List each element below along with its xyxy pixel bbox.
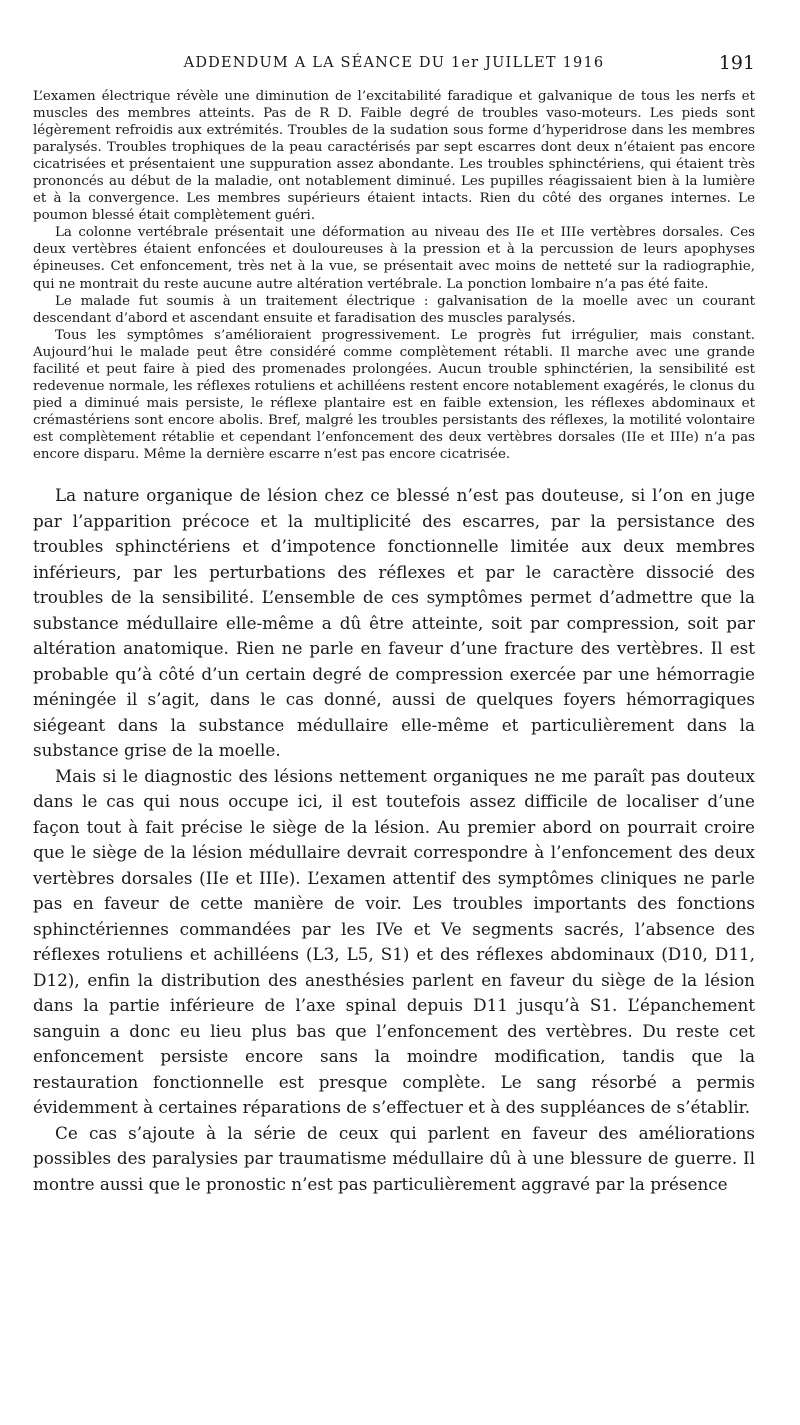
page-number: 191: [718, 52, 755, 74]
discussion-paragraph: Ce cas s’ajoute à la série de ceux qui parlent en faveur des améliorations possibles des paralysies par traumatisme médullaire dû à une blessure de guerre. Il montre aussi que le pronostic n’est pas particulièrement aggravé par la présence: [33, 1122, 755, 1194]
discussion-paragraph: La nature organique de lésion chez ce blessé n’est pas douteuse, si l’on en juge par l’apparition précoce et la multiplicité des escarres, par la persistance des troubles sphinctériens et d’impotence fonctionnelle limitée aux deux membres inférieurs, par les perturbations des réflexes et par le caractère dissocié des troubles de la sensibilité. L’ensemble de ces symptômes permet d’admettre que la substance médullaire elle-même a dû être atteinte, soit par compression, soit par altération anatomique. Rien ne parle en faveur d’une fracture des vertèbres. Il est probable qu’à côté d’un certain degré de compression exercée par une hémorragie méningée il s’agit, dans le cas donné, aussi de quelques foyers hémorragiques siégeant dans la substance médullaire elle-même et particulièrement dans la substance grise de la moelle.: [33, 485, 755, 761]
running-title: ADDENDUM A LA SÉANCE DU 1er JUILLET 1916: [183, 55, 605, 71]
discussion-block: [33, 483, 755, 1197]
case-report-paragraph: Tous les symptômes s’amélioraient progressivement. Le progrès fut irrégulier, mais constant. Aujourd’hui le malade peut être considéré comme complètement rétabli. Il marche avec une grande facilité et peut faire à pied des promenades prolongées. Aucun trouble sphinctérien, la sensibilité est redevenue normale, les réflexes rotuliens et achilléens restent encore notablement exagérés, le clonus du pied a diminué mais persiste, le réflexe plantaire est en faible extension, les réflexes abdominaux et crémastériens sont encore abolis. Bref, malgré les troubles persistants des réflexes, la motilité volontaire est complètement rétablie et cependant l’enfoncement des deux vertèbres dorsales (IIe et IIIe) n’a pas encore disparu. Même la dernière escarre n’est pas encore cicatrisée.: [33, 327, 755, 462]
case-report-paragraph: L’examen électrique révèle une diminution de l’excitabilité faradique et galvanique de tous les nerfs et muscles des membres atteints. Pas de R D. Faible degré de troubles vaso-moteurs. Les pieds sont légèrement refroidis aux extrémités. Troubles de la sudation sous forme d’hyperidrose dans les membres paralysés. Troubles trophiques de la peau caractérisés par sept escarres dont deux n’étaient pas encore cicatrisées et présentaient une suppuration assez abondante. Les troubles sphinctériens, qui étaient très prononcés au début de la maladie, ont notablement diminué. Les pupilles réagissaient bien à la lumière et à la convergence. Les membres supérieurs étaient intacts. Rien du côté des organes internes. Le poumon blessé était complètement guéri.: [33, 89, 755, 224]
running-header: [33, 48, 755, 78]
document-page: [33, 48, 755, 1197]
case-report-block: [33, 88, 755, 463]
case-report-paragraph: La colonne vertébrale présentait une déformation au niveau des IIe et IIIe vertèbres dorsales. Ces deux vertèbres étaient enfoncées et douloureuses à la pression et à la percussion de leurs apophyses épineuses. Cet enfoncement, très net à la vue, se présentait avec moins de netteté sur la radiographie, qui ne montrait du reste aucune autre altération vertébrale. La ponction lombaire n’a pas été faite.: [33, 225, 755, 292]
discussion-paragraph: Mais si le diagnostic des lésions nettement organiques ne me paraît pas douteux dans le cas qui nous occupe ici, il est toutefois assez difficile de localiser d’une façon tout à fait précise le siège de la lésion. Au premier abord on pourrait croire que le siège de la lésion médullaire devrait correspondre à l’enfoncement des deux vertèbres dorsales (IIe et IIIe). L’examen attentif des symptômes cliniques ne parle pas en faveur de cette manière de voir. Les troubles importants des fonctions sphinctériennes commandées par les IVe et Ve segments sacrés, l’absence des réflexes rotuliens et achilléens (L3, L5, S1) et des réflexes abdominaux (D10, D11, D12), enfin la distribution des anesthésies parlent en faveur du siège de la lésion dans la partie inférieure de l’axe spinal depuis D11 jusqu’à S1. L’épanchement sanguin a donc eu lieu plus bas que l’enfoncement des vertèbres. Du reste cet enfoncement persiste encore sans la moindre modification, tandis que la restauration fonctionnelle est presque complète. Le sang résorbé a permis évidemment à certaines réparations de s’effectuer et à des suppléances de s’établir.: [33, 765, 755, 1118]
case-report-paragraph: Le malade fut soumis à un traitement électrique : galvanisation de la moelle avec un courant descendant d’abord et ascendant ensuite et faradisation des muscles paralysés.: [33, 293, 755, 326]
